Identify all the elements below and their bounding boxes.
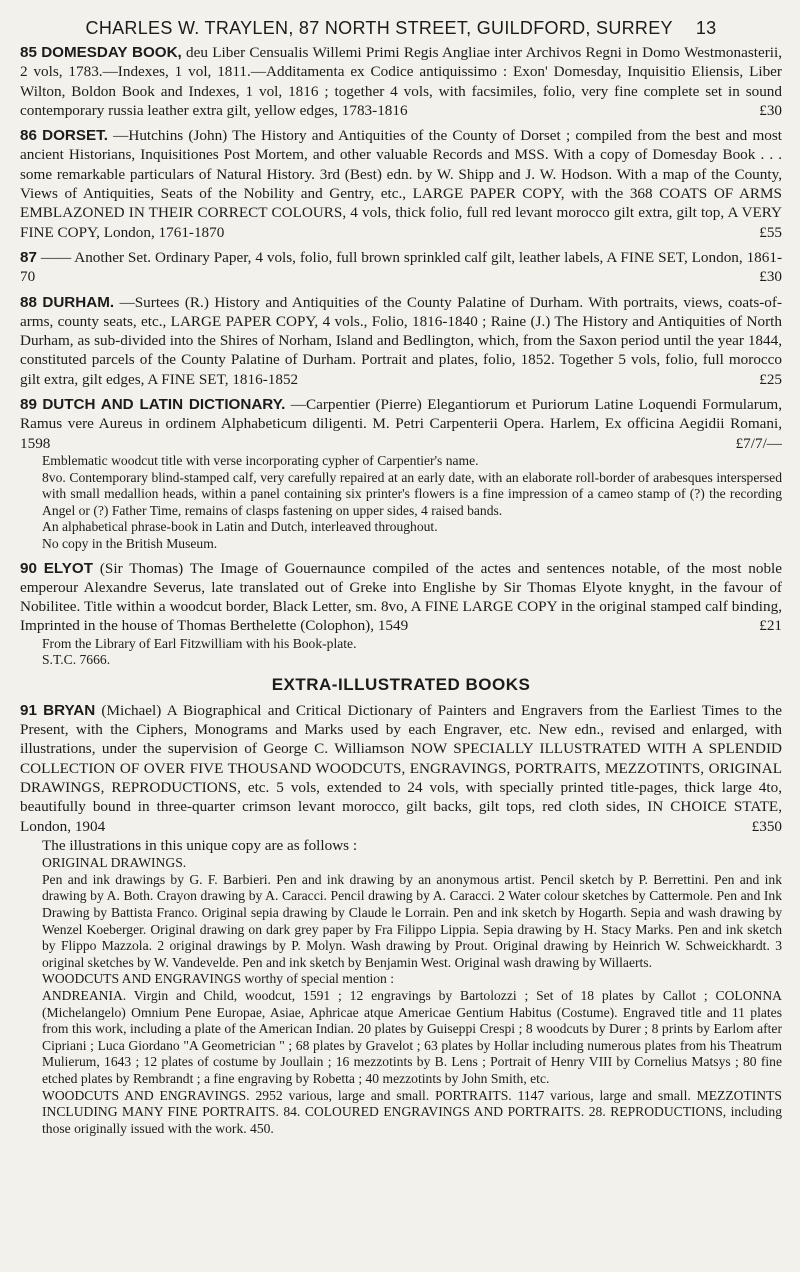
lot-price: £21 xyxy=(759,617,782,635)
lot-price: £7/7/— xyxy=(735,434,782,452)
lot-price: £25 xyxy=(759,370,782,388)
lot-description: deu Liber Censualis Willemi Primi Regis Angliae inter Archivos Regni in Domo Westmonasterii, 2 vols, 1783.—Indexes, 1 vol, 1811.—Additamenta ex Codice antiquissimo : Exon' Domesday, Inquisitio Eliensis, Liber Wilton, Boldon Book and Indexes, 1 vol, 1816 ; together 4 vols, with facsimiles, folio, very fine complete set in sound contemporary russia leather extra gilt, yellow edges, 1783-1816 xyxy=(20,44,783,119)
lot-description: —Surtees (R.) History and Antiquities of the County Palatine of Durham. With portraits, views, coats-of-arms, county seats, etc., LARGE PAPER COPY, 4 vols., Folio, 1816-1840 ; Raine (J.) The History and Antiquities of North Durham, as sub-divided into the Shires of Norham, Island and Bedlington, which, from the Saxon period until the year 1844, constituted parcels of the County Palatine of Durham. Portrait and plates, folio, 1852. Together 5 vols, folio, full morocco gilt extra, gilt edges, A FINE SET, 1816-1852 xyxy=(20,293,783,388)
lot-heading: DUTCH AND LATIN DICTIONARY. xyxy=(42,396,286,414)
lot-number: 90 xyxy=(20,559,37,577)
lot-note: An alphabetical phrase-book in Latin and Dutch, interleaved throughout. xyxy=(42,519,438,535)
running-title: CHARLES W. TRAYLEN, 87 NORTH STREET, GUILDFORD, SURREY xyxy=(85,18,673,38)
lot-description: —Hutchins (John) The History and Antiquities of the County of Dorset ; compiled from the best and most ancient Historians, Inquisitiones Post Mortem, and other valuable Records and MSS. With a copy of Domesday Book . . . some remarkable particulars of Natural History. 3rd (Best) edn. by W. Shipp and J. W. Hodson. With a map of the County, Views of Antiquities, Seats of the Nobility and Gentry, etc., LARGE PAPER COPY, with the 368 COATS OF ARMS EMBLAZONED IN THEIR CORRECT COLOURS, 4 vols, thick folio, full red levant morocco gilt extra, gilt top, A VERY FINE COPY, London, 1761-1870 xyxy=(20,127,782,241)
lot-heading: BRYAN xyxy=(43,701,96,719)
lot-description: (Michael) A Biographical and Critical Dictionary of Painters and Engravers from the Earliest Times to the Present, with the Ciphers, Monograms and Marks used by each Engraver, etc. New edn., revised and enlarged, with illustrations, under the supervision of George C. Williamson NOW SPECIALLY ILLUSTRATED WITH A SPLENDID COLLECTION OF OVER FIVE THOUSAND WOODCUTS, ENGRAVINGS, PORTRAITS, MEZZOTINTS, ORIGINAL DRAWINGS, REPRODUCTIONS, etc. 5 vols, extended to 24 vols, with specially printed title-pages, thick large 4to, beautifully bound in three-quarter crimson levant morocco, gilt backs, gilt tops, red cloth sides, IN CHOICE STATE, London, 1904 xyxy=(20,701,782,835)
lot-description: —Carpentier (Pierre) Elegantiorum et Puriorum Latine Loquendi Formularum, Ramus vere Aureus in ordinem Alphabeticum diligenti. M. Petri Carpenterii Opera. Harlem, Ex officina Aegidii Romani, 1598 xyxy=(20,396,783,452)
woodcuts-list: ANDREANIA. Virgin and Child, woodcut, 1591 ; 12 engravings by Bartolozzi ; Set of 18 plates by Callot ; COLONNA (Michelangelo) Omnium Pene Europae, Asiae, Aphricae atque Americae Gentium Habitus (Costume). Engraved title and 11 plates from this work, including a plate of the American Indian. 20 plates by Guiseppi Crespi ; 8 woodcuts by Durer ; 8 prints by Earlom after Cipriani ; Luca Giordano "A Geometrician " ; 68 plates by Gravelot ; 63 plates by Hollar including numerous plates from his Theatrum Mulierum, 1643 ; 12 plates of costume by Joullain ; 16 mezzotints by B. Lens ; Portrait of Henry VIII by Cornelius Matsys ; 80 fine etched plates by Rembrandt ; a fine engraving by Robetta ; 40 mezzotints by John Smith, etc. xyxy=(42,988,782,1086)
page-number: 13 xyxy=(695,18,717,38)
lot-87 xyxy=(20,248,782,287)
lot-86 xyxy=(20,126,782,242)
totals-list: WOODCUTS AND ENGRAVINGS. 2952 various, large and small. PORTRAITS. 1147 various, large and small. MEZZOTINTS INCLUDING MANY FINE PORTRAITS. 84. COLOURED ENGRAVINGS AND PORTRAITS. 28. REPRODUCTIONS, including those originally issued with the work. 450. xyxy=(42,1087,782,1136)
drawings-list: Pen and ink drawings by G. F. Barbieri. Pen and ink drawing by an anonymous artist. Pencil sketch by P. Berrettini. Pen and ink drawing by A. Both. Crayon drawing by A. Caracci. Pencil drawing by A. Caracci. 2 Water colour sketches by Cattermole. Pen and Ink Drawing by Battista Franco. Original sepia drawing by Claude le Lorrain. Pen and ink sketch by Hogarth. Sepia and wash drawing by Wenzel Koeberger. Original drawing on dark grey paper by Fra Filippo Lippia. Sepia drawing by H. Stacy Marks. Pen and ink sketch by Flippo Mazzola. 2 original drawings by P. Molyn. Wash drawing by Prout. Original drawing by Heinrich W. Schweickhardt. 3 original sketches by W. Vandevelde. Pen and ink sketch by Benjamin West. Original wash drawing by Willaerts. xyxy=(42,871,782,970)
lot-number: 91 xyxy=(20,701,37,719)
lot-91 xyxy=(20,701,782,1137)
lot-heading: DURHAM. xyxy=(42,293,115,311)
lot-89 xyxy=(20,395,782,552)
subheading-woodcuts: WOODCUTS AND ENGRAVINGS worthy of special mention : xyxy=(42,971,395,987)
lot-85 xyxy=(20,43,782,120)
subheading-original-drawings: ORIGINAL DRAWINGS. xyxy=(42,855,187,871)
lot-price: £350 xyxy=(751,817,782,835)
lot-intro: The illustrations in this unique copy are as follows : xyxy=(42,836,358,854)
lot-88 xyxy=(20,293,782,389)
lot-note: No copy in the British Museum. xyxy=(42,535,218,551)
running-head xyxy=(20,18,782,39)
lot-price: £30 xyxy=(759,101,782,119)
lot-note: Emblematic woodcut title with verse incorporating cypher of Carpentier's name. xyxy=(42,452,479,468)
lot-note: From the Library of Earl Fitzwilliam with his Book-plate. xyxy=(42,635,357,651)
lot-number: 85 xyxy=(20,44,37,61)
lot-note: 8vo. Contemporary blind-stamped calf, very carefully repaired at an early date, with an elaborate roll-border of arabesques interspersed with small medallion heads, within a panel containing six printer's flowers is a fine impression of a cameo stamp of (?) the recording Angel or (?) Father Time, remains of clasps fastening on upper sides, 4 raised bands. xyxy=(42,469,782,518)
lot-number: 88 xyxy=(20,293,37,311)
lot-description: (Sir Thomas) The Image of Gouernaunce compiled of the actes and sentences notable, of the most noble emperour Alexandre Severus, late translated out of Greke into Englishe by Sir Thomas Elyote knyght, in the favour of Nobilitee. Title within a woodcut border, Black Letter, sm. 8vo, A FINE LARGE COPY in the original stamped calf binding, Imprinted in the house of Thomas Berthelette (Colophon), 1549 xyxy=(20,559,783,635)
lot-heading: ELYOT xyxy=(43,559,93,577)
lot-description: —— Another Set. Ordinary Paper, 4 vols, folio, full brown sprinkled calf gilt, leather labels, A FINE SET, London, 1861-70 xyxy=(20,248,783,286)
lot-number: 89 xyxy=(20,396,37,414)
lot-number: 86 xyxy=(20,127,37,145)
lot-note: S.T.C. 7666. xyxy=(42,652,111,668)
lot-number: 87 xyxy=(20,248,37,266)
lot-heading: DOMESDAY BOOK, xyxy=(41,44,182,61)
section-title: EXTRA-ILLUSTRATED BOOKS xyxy=(271,674,531,694)
lot-price: £30 xyxy=(759,268,782,286)
lot-90 xyxy=(20,559,782,669)
lot-price: £55 xyxy=(759,223,782,241)
lot-heading: DORSET. xyxy=(42,127,108,145)
